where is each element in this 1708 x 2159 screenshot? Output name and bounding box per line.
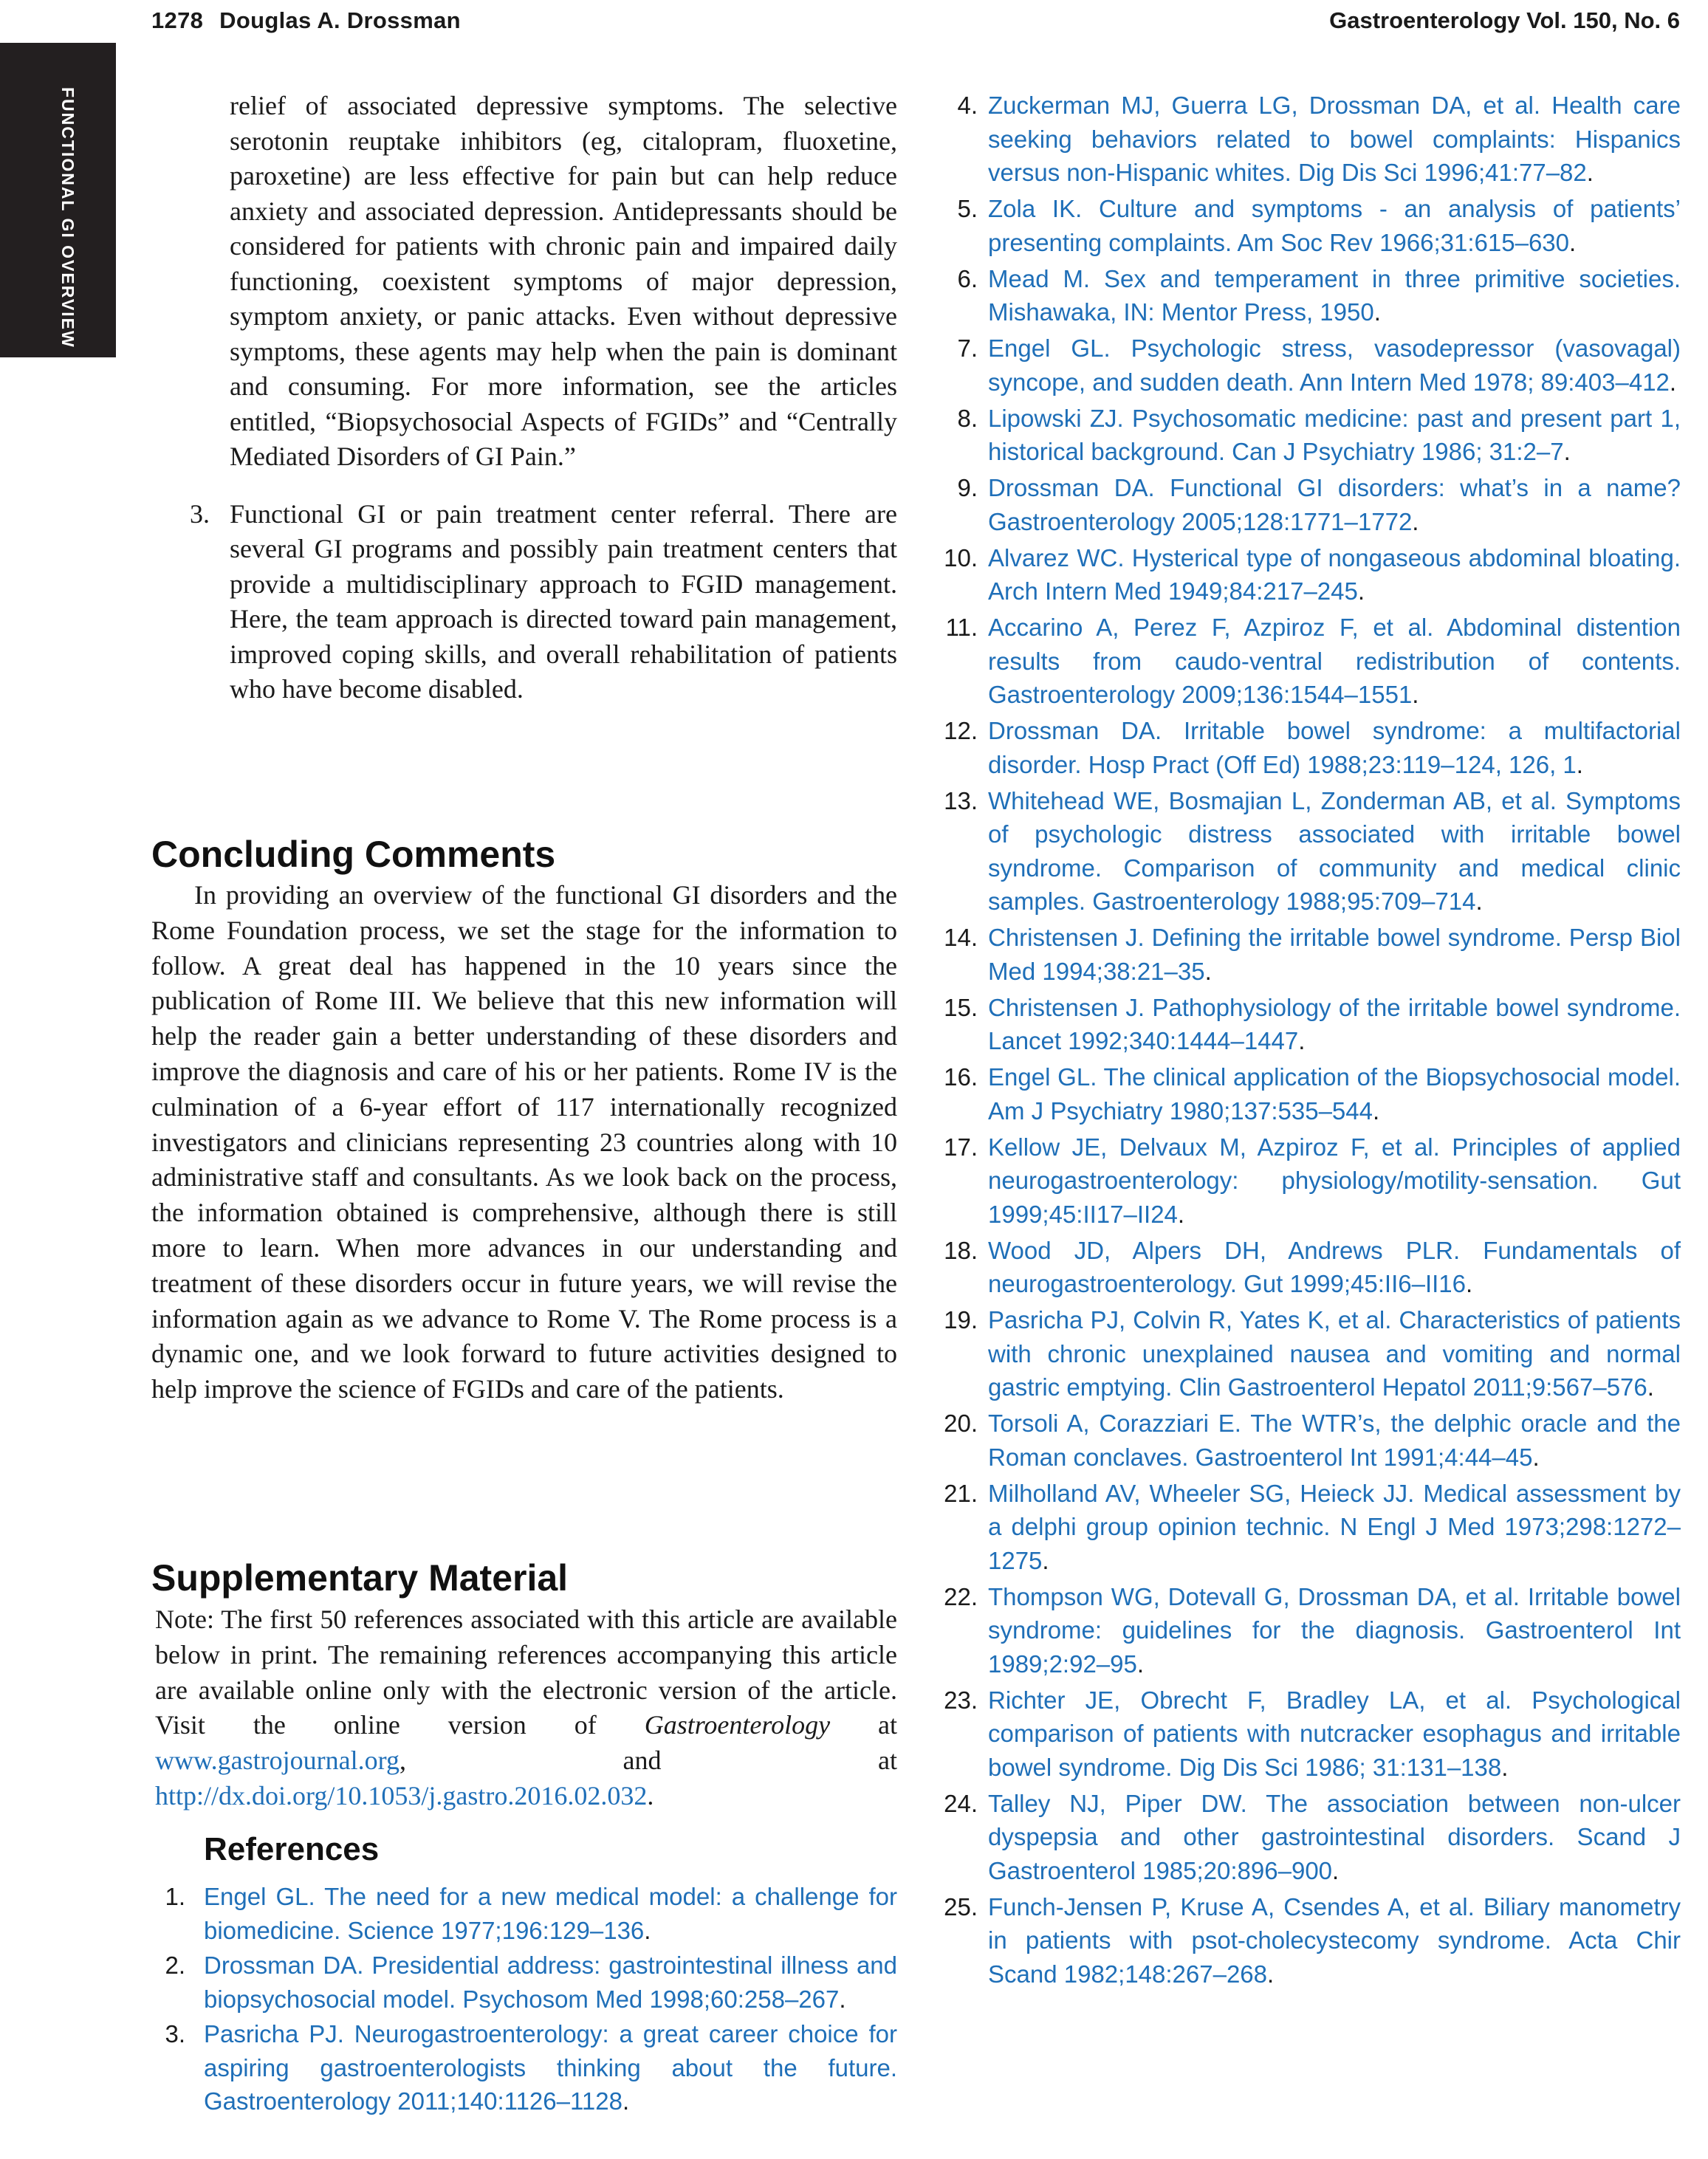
reference-item: 9. Drossman DA. Functional GI disorders: what’s in a name? Gastroenterology 2005;128:1771–1772.	[935, 471, 1681, 538]
reference-number: 20.	[944, 1410, 978, 1437]
reference-number: 1.	[165, 1883, 185, 1910]
reference-number: 16.	[944, 1063, 978, 1091]
reference-link[interactable]: Engel GL. Psychologic stress, vasodepressor (vasovagal) syncope, and sudden death. Ann Intern Med 1978; 89:403–412	[988, 334, 1681, 396]
reference-number: 7.	[957, 334, 978, 362]
journal-website-link[interactable]: www.gastrojournal.org	[155, 1746, 399, 1776]
supplementary-text-3: , and at	[399, 1746, 897, 1776]
concluding-heading: Concluding Comments	[151, 834, 556, 875]
reference-link[interactable]: Alvarez WC. Hysterical type of nongaseous abdominal bloating. Arch Intern Med 1949;84:217–245	[988, 543, 1681, 605]
reference-link[interactable]: Richter JE, Obrecht F, Bradley LA, et al. Psychological comparison of patients with nutcracker esophagus and irritable bowel syndrome. Dig Dis Sci 1986; 31:131–138	[988, 1686, 1681, 1781]
reference-link[interactable]: Accarino A, Perez F, Azpiroz F, et al. Abdominal distention results from caudo-ventral redistribution of contents. Gastroenterology 2009;136:1544–1551	[988, 614, 1681, 708]
reference-number: 2.	[165, 1952, 185, 1979]
reference-item: 6. Mead M. Sex and temperament in three primitive societies. Mishawaka, IN: Mentor Press, 1950.	[935, 262, 1681, 329]
reference-item: 10. Alvarez WC. Hysterical type of nongaseous abdominal bloating. Arch Intern Med 1949;84:217–245.	[935, 541, 1681, 608]
reference-item: 18. Wood JD, Alpers DH, Andrews PLR. Fundamentals of neurogastroenterology. Gut 1999;45:II6–II16.	[935, 1234, 1681, 1301]
reference-link[interactable]: Drossman DA. Presidential address: gastrointestinal illness and biopsychosocial model. Psychosom Med 1998;60:258–267	[204, 1952, 897, 2013]
reference-number: 15.	[944, 993, 978, 1021]
reference-link[interactable]: Milholland AV, Wheeler SG, Heieck JJ. Medical assessment by a delphi group opinion technic. N Engl J Med 1973;298:1272–1275	[988, 1479, 1681, 1574]
reference-link[interactable]: Thompson WG, Dotevall G, Drossman DA, et al. Irritable bowel syndrome: guidelines for the diagnosis. Gastroenterol Int 1989;2:92–95	[988, 1582, 1681, 1678]
reference-number: 22.	[944, 1582, 978, 1610]
reference-number: 5.	[957, 195, 978, 222]
reference-item: 11. Accarino A, Perez F, Azpiroz F, et al. Abdominal distention results from caudo-ventral redistribution of contents. Gastroenterology 2009;136:1544–1551.	[935, 611, 1681, 712]
reference-link[interactable]: Lipowski ZJ. Psychosomatic medicine: past and present part 1, historical background. Can J Psychiatry 1986; 31:2–7	[988, 404, 1681, 465]
reference-number: 14.	[944, 924, 978, 951]
reference-item: 8. Lipowski ZJ. Psychosomatic medicine: past and present part 1, historical background. Can J Psychiatry 1986; 31:2–7.	[935, 402, 1681, 469]
reference-link[interactable]: Engel GL. The need for a new medical model: a challenge for biomedicine. Science 1977;196:129–136	[204, 1883, 897, 1944]
reference-link[interactable]: Torsoli A, Corazziari E. The WTR’s, the delphic oracle and the Roman conclaves. Gastroenterol Int 1991;4:44–45	[988, 1410, 1681, 1471]
side-tab-label: FUNCTIONAL GI OVERVIEW	[58, 87, 78, 349]
reference-link[interactable]: Pasricha PJ, Colvin R, Yates K, et al. Characteristics of patients with chronic unexplained nausea and vomiting and normal gastric emptying. Clin Gastroenterol Hepatol 2011;9:567–576	[988, 1306, 1681, 1401]
reference-item: 2. Drossman DA. Presidential address: gastrointestinal illness and biopsychosocial model. Psychosom Med 1998;60:258–267.	[151, 1949, 897, 2016]
supplementary-text: Note: The first 50 references associated with this article are available below in print. The remaining references accompanying this article are available online only with the electronic version of the article. Visit the online version of	[155, 1604, 897, 1740]
reference-number: 8.	[957, 404, 978, 432]
supplementary-heading: Supplementary Material	[151, 1557, 569, 1599]
reference-item: 5. Zola IK. Culture and symptoms - an analysis of patients’ presenting complaints. Am Soc Rev 1966;31:615–630.	[935, 192, 1681, 259]
supplementary-text-2: at	[878, 1710, 898, 1740]
reference-number: 10.	[944, 543, 978, 572]
reference-link[interactable]: Drossman DA. Functional GI disorders: what’s in a name? Gastroenterology 2005;128:1771–1772	[988, 474, 1681, 535]
reference-number: 24.	[944, 1789, 978, 1817]
list-item-number: 3.	[190, 498, 210, 529]
reference-number: 3.	[165, 2020, 185, 2048]
reference-item: 23. Richter JE, Obrecht F, Bradley LA, et al. Psychological comparison of patients with nutcracker esophagus and irritable bowel syndrome. Dig Dis Sci 1986; 31:131–138.	[935, 1683, 1681, 1785]
reference-item: 21. Milholland AV, Wheeler SG, Heieck JJ. Medical assessment by a delphi group opinion technic. N Engl J Med 1973;298:1272–1275.	[935, 1477, 1681, 1578]
reference-item: 13. Whitehead WE, Bosmajian L, Zonderman AB, et al. Symptoms of psychologic distress associated with irritable bowel syndrome. Comparison of community and medical clinic samples. Gastroenterology 1988;95:709–714.	[935, 784, 1681, 919]
running-header-left	[151, 7, 461, 34]
reference-link[interactable]: Whitehead WE, Bosmajian L, Zonderman AB, et al. Symptoms of psychologic distress associated with irritable bowel syndrome. Comparison of community and medical clinic samples. Gastroenterology 1988;95:709–714	[988, 786, 1681, 915]
reference-link[interactable]: Zuckerman MJ, Guerra LG, Drossman DA, et al. Health care seeking behaviors related to bowel complaints: Hispanics versus non-Hispanic whites. Dig Dis Sci 1996;41:77–82	[988, 92, 1681, 186]
list-item-3	[151, 497, 897, 707]
reference-link[interactable]: Engel GL. The clinical application of the Biopsychosocial model. Am J Psychiatry 1980;137:535–544	[988, 1063, 1681, 1125]
reference-item: 14. Christensen J. Defining the irritable bowel syndrome. Persp Biol Med 1994;38:21–35.	[935, 921, 1681, 988]
reference-number: 17.	[944, 1133, 978, 1161]
list-continuation-text: relief of associated depressive symptoms. The selective serotonin reuptake inhibitors (eg, citalopram, fluoxetine, paroxetine) are less effective for pain but can help reduce anxiety and associated depression. Antidepressants should be considered for patients with chronic pain and impaired daily functioning, coexistent symptoms of major depression, symptom anxiety, or panic attacks. Even without depressive symptoms, these agents may help when the pain is dominant and consuming. For more information, see the articles entitled, “Biopsychosocial Aspects of FGIDs” and “Centrally Mediated Disorders of GI Pain.”	[230, 91, 897, 471]
reference-item: 12. Drossman DA. Irritable bowel syndrome: a multifactorial disorder. Hosp Pract (Off Ed) 1988;23:119–124, 126, 1.	[935, 714, 1681, 781]
supplementary-text-4: .	[647, 1780, 654, 1810]
reference-item: 17. Kellow JE, Delvaux M, Azpiroz F, et al. Principles of applied neurogastroenterology: physiology/motility-sensation. Gut 1999;45:II17–II24.	[935, 1130, 1681, 1232]
reference-item: 20. Torsoli A, Corazziari E. The WTR’s, the delphic oracle and the Roman conclaves. Gastroenterol Int 1991;4:44–45.	[935, 1407, 1681, 1474]
references-heading: References	[204, 1831, 380, 1867]
reference-number: 18.	[944, 1236, 978, 1264]
reference-item: 7. Engel GL. Psychologic stress, vasodepressor (vasovagal) syncope, and sudden death. Ann Intern Med 1978; 89:403–412.	[935, 332, 1681, 399]
reference-item: 4. Zuckerman MJ, Guerra LG, Drossman DA, et al. Health care seeking behaviors related to bowel complaints: Hispanics versus non-Hispanic whites. Dig Dis Sci 1996;41:77–82.	[935, 89, 1681, 190]
reference-number: 13.	[944, 786, 978, 814]
reference-link[interactable]: Mead M. Sex and temperament in three primitive societies. Mishawaka, IN: Mentor Press, 1950	[988, 264, 1681, 326]
reference-link[interactable]: Talley NJ, Piper DW. The association between non-ulcer dyspepsia and other gastrointestinal disorders. Scand J Gastroenterol 1985;20:896–900	[988, 1789, 1681, 1884]
reference-number: 4.	[957, 92, 978, 119]
reference-item: 25. Funch-Jensen P, Kruse A, Csendes A, et al. Biliary manometry in patients with psot-cholecystecomy syndrome. Acta Chir Scand 1982;148:267–268.	[935, 1890, 1681, 1991]
list-item-text: Functional GI or pain treatment center referral. There are several GI programs and possibly pain treatment centers that provide a multidisciplinary approach to FGID management. Here, the team approach is directed toward pain management, improved coping skills, and overall rehabilitation of patients who have become disabled.	[230, 498, 897, 704]
left-column	[151, 89, 897, 707]
reference-link[interactable]: Zola IK. Culture and symptoms - an analysis of patients’ presenting complaints. Am Soc Rev 1966;31:615–630	[988, 195, 1681, 256]
page-number: 1278	[151, 7, 204, 33]
reference-number: 12.	[944, 717, 978, 744]
reference-link[interactable]: Wood JD, Alpers DH, Andrews PLR. Fundamentals of neurogastroenterology. Gut 1999;45:II6–II16	[988, 1236, 1681, 1297]
section-side-tab	[0, 43, 116, 357]
running-journal: Gastroenterology Vol. 150, No. 6	[1329, 7, 1680, 33]
concluding-paragraph	[151, 878, 897, 1407]
reference-item: 3. Pasricha PJ. Neurogastroenterology: a great career choice for aspiring gastroenterologists thinking about the future. Gastroenterology 2011;140:1126–1128.	[151, 2017, 897, 2118]
reference-item: 22. Thompson WG, Dotevall G, Drossman DA, et al. Irritable bowel syndrome: guidelines for the diagnosis. Gastroenterol Int 1989;2:92–95.	[935, 1580, 1681, 1681]
references-list-right	[935, 89, 1681, 1994]
reference-item: 1. Engel GL. The need for a new medical model: a challenge for biomedicine. Science 1977;196:129–136.	[151, 1880, 897, 1947]
reference-number: 25.	[944, 1892, 978, 1921]
reference-item: 15. Christensen J. Pathophysiology of the irritable bowel syndrome. Lancet 1992;340:1444–1447.	[935, 991, 1681, 1058]
reference-link[interactable]: Christensen J. Pathophysiology of the irritable bowel syndrome. Lancet 1992;340:1444–1447	[988, 993, 1681, 1054]
reference-link[interactable]: Funch-Jensen P, Kruse A, Csendes A, et al. Biliary manometry in patients with psot-cholecystecomy syndrome. Acta Chir Scand 1982;148:267–268	[988, 1892, 1681, 1988]
references-list-left	[151, 1880, 897, 2120]
running-author: Douglas A. Drossman	[219, 7, 461, 33]
reference-number: 6.	[957, 264, 978, 292]
reference-number: 21.	[944, 1479, 978, 1507]
reference-link[interactable]: Kellow JE, Delvaux M, Azpiroz F, et al. Principles of applied neurogastroenterology: physiology/motility-sensation. Gut 1999;45:II17–II24	[988, 1133, 1681, 1228]
reference-item: 24. Talley NJ, Piper DW. The association between non-ulcer dyspepsia and other gastrointestinal disorders. Scand J Gastroenterol 1985;20:896–900.	[935, 1787, 1681, 1888]
reference-number: 19.	[944, 1306, 978, 1334]
reference-item: 19. Pasricha PJ, Colvin R, Yates K, et al. Characteristics of patients with chronic unexplained nausea and vomiting and normal gastric emptying. Clin Gastroenterol Hepatol 2011;9:567–576.	[935, 1303, 1681, 1404]
reference-link[interactable]: Drossman DA. Irritable bowel syndrome: a multifactorial disorder. Hosp Pract (Off Ed) 1988;23:119–124, 126, 1	[988, 717, 1681, 778]
reference-number: 11.	[945, 614, 978, 641]
concluding-text: In providing an overview of the functional GI disorders and the Rome Foundation process, we set the stage for the information to follow. A great deal has happened in the 10 years since the publication of Rome III. We believe that this new information will help the reader gain a better understanding of these disorders and improve the diagnosis and care of his or her patients. Rome IV is the culmination of a 6-year effort of 117 internationally recognized investigators and clinicians representing 23 countries along with 10 administrative staff and consultants. As we look back on the process, the information obtained is comprehensive, although there is still more to learn. When more advances in our understanding and treatment of these disorders occur in future years, we will revise the information again as we advance to Rome V. The Rome process is a dynamic one, and we look forward to future activities designed to help improve the science of FGIDs and care of the patients.	[151, 880, 897, 1404]
reference-number: 23.	[944, 1686, 978, 1714]
reference-link[interactable]: Pasricha PJ. Neurogastroenterology: a great career choice for aspiring gastroenterologists thinking about the future. Gastroenterology 2011;140:1126–1128	[204, 2020, 897, 2115]
reference-link[interactable]: Christensen J. Defining the irritable bowel syndrome. Persp Biol Med 1994;38:21–35	[988, 924, 1681, 985]
journal-name: Gastroenterology	[644, 1710, 831, 1740]
doi-link[interactable]: http://dx.doi.org/10.1053/j.gastro.2016.02.032	[155, 1780, 648, 1810]
reference-number: 9.	[957, 474, 978, 501]
reference-item: 16. Engel GL. The clinical application of the Biopsychosocial model. Am J Psychiatry 1980;137:535–544.	[935, 1060, 1681, 1127]
supplementary-paragraph	[155, 1602, 897, 1814]
